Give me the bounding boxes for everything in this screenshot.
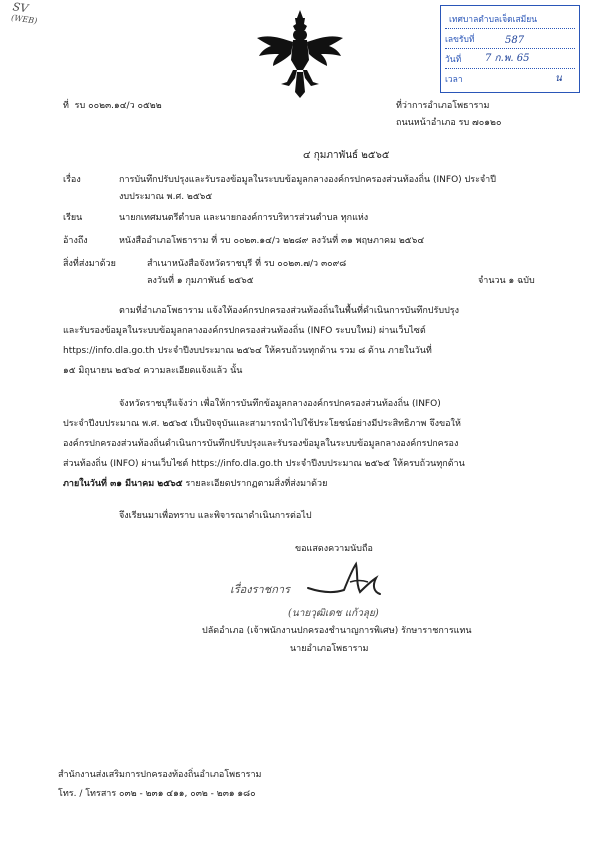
p2-line-2: ประจำปีงบประมาณ พ.ศ. ๒๕๖๕ เป็นปัจจุบันและสามารถนำไปใช้ประโยชน์อย่างมีประสิทธิภาพ จึงขอให้ xyxy=(63,419,461,429)
p1-line-3: https://info.dla.go.th ประจำปีงบประมาณ ๒๕๖๔ ให้ครบถ้วนทุกด้าน รวม ๘ ด้าน ภายในวันที่ xyxy=(63,346,432,356)
signature-icon xyxy=(300,558,400,604)
stamp-date: 7 ก.พ. 65 xyxy=(485,53,530,64)
signatory-title-2: นายอำเภอโพธาราม xyxy=(290,644,369,654)
p2-line-5 xyxy=(63,478,327,490)
stamp-org: เทศบาลตำบลเจ็ดเสมียน xyxy=(449,15,538,25)
p2-line-1: จังหวัดราชบุรีแจ้งว่า เพื่อให้การบันทึกข้อมูลกลางองค์กรปกครองส่วนท้องถิ่น (INFO) xyxy=(119,399,441,409)
signatory-name: (นายวุฒิเดช แก้วลุย) xyxy=(288,608,379,619)
p2-line-4: ส่วนท้องถิ่น (INFO) ผ่านเว็บไซต์ https://info.dla.go.th ประจำปีงบประมาณ ๒๕๖๕ ให้ครบถ้วนทุกด้าน xyxy=(63,459,465,469)
stamp-receive-label: เลขรับที่ xyxy=(445,35,475,45)
p1-line-4: ๑๕ มิถุนายน ๒๕๖๔ ความละเอียดแจ้งแล้ว นั้น xyxy=(63,366,243,376)
handwritten-note: เรื่องราชการ xyxy=(230,583,290,596)
document-ref xyxy=(63,100,162,112)
stamp-time-label: เวลา xyxy=(445,75,463,85)
enclosure-quantity: จำนวน ๑ ฉบับ xyxy=(478,276,535,286)
subject-label: เรื่อง xyxy=(63,175,81,185)
office-line-1: ที่ว่าการอำเภอโพธาราม xyxy=(396,101,490,111)
signatory-title-1: ปลัดอำเภอ (เจ้าพนักงานปกครองชำนาญการพิเศษ) รักษาราชการแทน xyxy=(202,626,472,636)
deadline: ภายในวันที่ ๓๑ มีนาคม ๒๕๖๕ xyxy=(63,479,183,489)
p1-line-2: และรับรองข้อมูลในระบบข้อมูลกลางองค์กรปกครองส่วนท้องถิ่น (INFO ระบบใหม่) ผ่านเว็บไซต์ xyxy=(63,326,426,336)
p2-line-5-rest: รายละเอียดปรากฏตามสิ่งที่ส่งมาด้วย xyxy=(182,479,328,489)
subject-line-2: งบประมาณ พ.ศ. ๒๕๖๕ xyxy=(119,192,213,202)
footer-office: สำนักงานส่งเสริมการปกครองท้องถิ่นอำเภอโพธาราม xyxy=(58,770,262,780)
enclosure-line-2: ลงวันที่ ๑ กุมภาพันธ์ ๒๕๖๕ xyxy=(147,276,254,286)
receipt-stamp xyxy=(440,5,580,93)
p2-line-3: องค์กรปกครองส่วนท้องถิ่นดำเนินการบันทึกปรับปรุงและรับรองข้อมูลในระบบข้อมูลกลางองค์กรปกครอง xyxy=(63,439,459,449)
to-label: เรียน xyxy=(63,213,83,223)
regards: ขอแสดงความนับถือ xyxy=(295,544,373,554)
subject-line-1: การบันทึกปรับปรุงและรับรองข้อมูลในระบบข้อมูลกลางองค์กรปกครองส่วนท้องถิ่น (INFO) ประจำปี xyxy=(119,175,496,185)
stamp-time: น xyxy=(555,73,562,84)
garuda-emblem-icon xyxy=(253,8,347,100)
footer-phone: โทร. / โทรสาร ๐๓๒ - ๒๓๑ ๔๑๑, ๐๓๒ - ๒๓๑ ๑๘๐ xyxy=(58,789,256,799)
reference-label: อ้างถึง xyxy=(63,236,88,246)
p3-line: จึงเรียนมาเพื่อทราบ และพิจารณาดำเนินการต่อไป xyxy=(119,511,312,521)
enclosure-line-1: สำเนาหนังสือจังหวัดราชบุรี ที่ รบ ๐๐๒๓.๗/ว ๓๐๙๘ xyxy=(147,259,347,269)
stamp-date-label: วันที่ xyxy=(445,55,462,65)
office-address xyxy=(396,100,501,129)
office-line-2: ถนนหน้าอำเภอ รบ ๗๐๑๒๐ xyxy=(396,118,502,128)
margin-note: SV (WEB) xyxy=(10,0,38,26)
stamp-receive-no: 587 xyxy=(505,35,525,46)
enclosure-label: สิ่งที่ส่งมาด้วย xyxy=(63,259,116,269)
ref-number: รบ ๐๐๒๓.๑๔/ว ๐๕๒๒ xyxy=(74,101,162,111)
reference-text: หนังสืออำเภอโพธาราม ที่ รบ ๐๐๒๓.๑๔/ว ๒๒๘๙ ลงวันที่ ๓๑ พฤษภาคม ๒๕๖๔ xyxy=(119,236,425,246)
document-date: ๔ กุมภาพันธ์ ๒๕๖๕ xyxy=(303,150,390,161)
p1-line-1: ตามที่อำเภอโพธาราม แจ้งให้องค์กรปกครองส่วนท้องถิ่นในพื้นที่ดำเนินการบันทึกปรับปรุง xyxy=(119,306,460,316)
to-recipients: นายกเทศมนตรีตำบล และนายกองค์การบริหารส่วนตำบล ทุกแห่ง xyxy=(119,213,369,223)
ref-label: ที่ xyxy=(63,101,69,111)
